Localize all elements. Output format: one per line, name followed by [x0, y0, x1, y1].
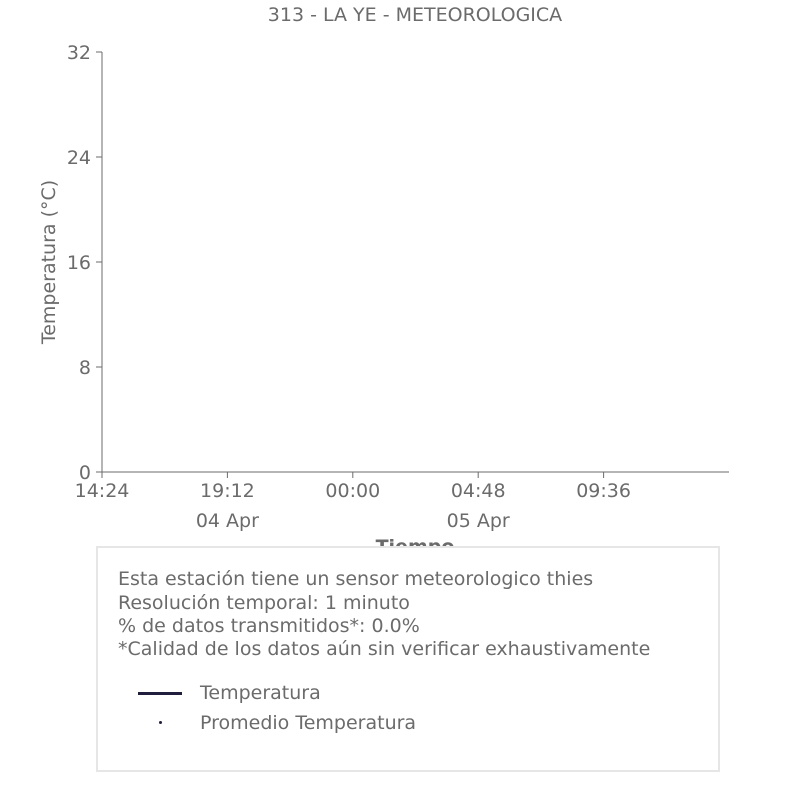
info-line-transmitted: % de datos transmitidos*: 0.0% [118, 615, 420, 637]
info-line-quality-note: *Calidad de los datos aún sin verificar exhaustivamente [118, 638, 651, 660]
legend-item-temperatura [138, 681, 698, 705]
x-tick-label: 04:48 [450, 480, 506, 502]
x-tick-label: 14:24 [74, 480, 130, 502]
legend-line-swatch [138, 692, 182, 695]
y-axis [67, 42, 102, 484]
x-tick-label: 00:00 [325, 480, 381, 502]
y-tick-label: 0 [78, 462, 91, 484]
legend-label-temperatura: Temperatura [200, 682, 321, 704]
chart-title: 313 - LA YE - METEOROLOGICA [267, 4, 563, 26]
y-tick-label: 32 [66, 42, 91, 64]
info-legend-box [96, 546, 720, 772]
legend-item-promedio [138, 711, 698, 735]
x-axis [75, 472, 729, 532]
info-line-sensor: Esta estación tiene un sensor meteorologico thies [118, 568, 594, 590]
x-tick-label: 09:36 [576, 480, 631, 502]
y-tick-label: 8 [78, 357, 91, 379]
x-tick-label: 19:12 [200, 480, 255, 502]
x-tick-date-label: 04 Apr [195, 510, 259, 532]
legend-dot-swatch [159, 721, 162, 724]
y-tick-label: 16 [66, 252, 91, 274]
x-tick-date-label: 05 Apr [446, 510, 510, 532]
y-axis-label: Temperatura (°C) [38, 179, 60, 345]
y-tick-label: 24 [66, 147, 91, 169]
legend-label-promedio: Promedio Temperatura [200, 712, 417, 734]
info-line-resolution: Resolución temporal: 1 minuto [118, 592, 410, 614]
